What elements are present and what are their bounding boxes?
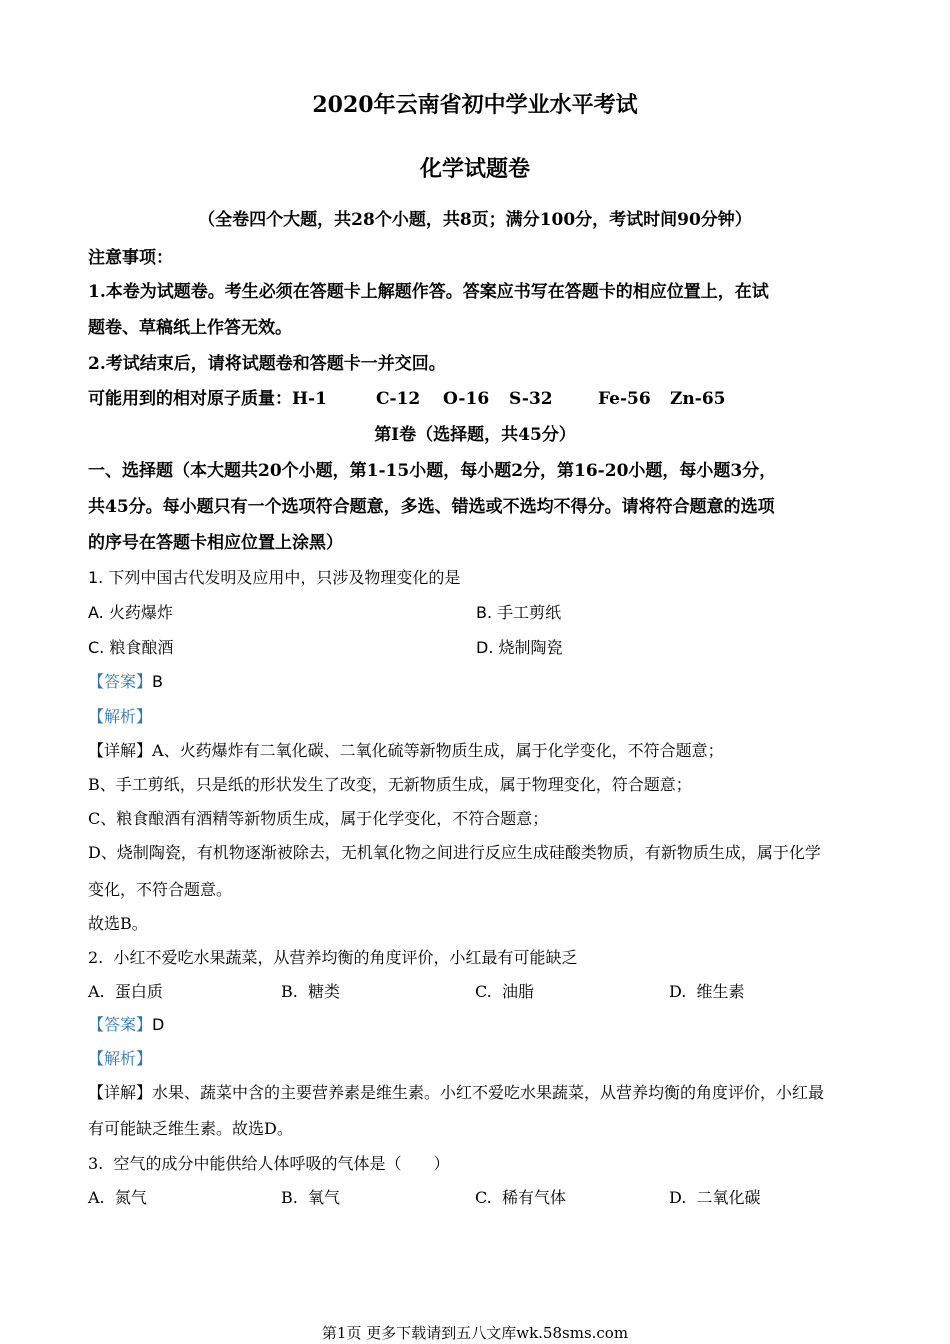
section-title: 第Ⅰ卷（选择题，共45分） bbox=[374, 425, 576, 445]
q2-option-a-text: 蛋白质 bbox=[114, 982, 163, 1001]
atomic-mass-s: S-32 bbox=[509, 389, 553, 409]
q2-option-d-text: 维生素 bbox=[696, 982, 745, 1001]
q2-option-d bbox=[669, 979, 745, 1002]
page-footer: 第1页 更多下载请到五八文库wk.58sms.com bbox=[321, 1324, 629, 1342]
q1-detail-line-2: B、手工剪纸，只是纸的形状发生了改变，无新物质生成，属于物理变化，符合题意； bbox=[88, 775, 692, 794]
q2-option-c-key: C. bbox=[475, 982, 492, 1001]
q1-option-b-key: B. bbox=[476, 603, 493, 622]
exam-info: （全卷四个大题，共28个小题，共8页；满分100分，考试时间90分钟） bbox=[198, 210, 752, 230]
q1-detail-tag: 【详解】 bbox=[88, 741, 153, 760]
notice-item-2: 2.考试结束后，请将试题卷和答题卡一并交回。 bbox=[88, 354, 446, 374]
q3-option-a bbox=[88, 1185, 147, 1208]
q1-detail-line-5: 变化，不符合题意。 bbox=[88, 880, 233, 899]
q3-option-c-text: 稀有气体 bbox=[501, 1188, 566, 1207]
atomic-mass-label: 可能用到的相对原子质量： bbox=[88, 389, 292, 409]
q3-option-a-text: 氮气 bbox=[114, 1188, 147, 1207]
q1-detail-line-4: D、烧制陶瓷，有机物逐渐被除去，无机氧化物之间进行反应生成硅酸类物质，有新物质生成，属于化学 bbox=[88, 843, 821, 862]
q2-option-c bbox=[475, 979, 534, 1002]
q1-option-a-text: 火药爆炸 bbox=[108, 603, 173, 622]
q2-detail-line-1 bbox=[88, 1080, 824, 1103]
q3-option-c-key: C. bbox=[475, 1188, 492, 1207]
atomic-mass-c: C-12 bbox=[376, 389, 421, 409]
q2-option-b-key: B. bbox=[281, 982, 298, 1001]
q1-option-b bbox=[476, 600, 561, 623]
q2-stem-text: 小红不爱吃水果蔬菜，从营养均衡的角度评价，小红最有可能缺乏 bbox=[113, 948, 578, 967]
q2-detail-line-2: 有可能缺乏维生素。故选D。 bbox=[88, 1119, 293, 1138]
q3-option-b-key: B. bbox=[281, 1188, 298, 1207]
q1-option-b-text: 手工剪纸 bbox=[497, 603, 562, 622]
q1-number: 1. bbox=[88, 568, 104, 587]
q2-option-a bbox=[88, 979, 163, 1002]
atomic-mass-line bbox=[88, 384, 725, 409]
section-instructions-line-3: 的序号在答题卡相应位置上涂黑） bbox=[88, 533, 343, 553]
exam-title: 2020年云南省初中学业水平考试 bbox=[312, 92, 638, 118]
q1-option-c-key: C. bbox=[88, 638, 105, 657]
q3-option-d-text: 二氧化碳 bbox=[696, 1188, 761, 1207]
q2-number: 2. bbox=[88, 948, 104, 967]
q1-stem-text: 下列中国古代发明及应用中，只涉及物理变化的是 bbox=[108, 568, 461, 587]
q2-option-d-key: D. bbox=[669, 982, 687, 1001]
q1-detail-line-3: C、粮食酿酒有酒精等新物质生成，属于化学变化，不符合题意； bbox=[88, 809, 549, 828]
q1-option-c bbox=[88, 635, 173, 658]
q3-number: 3. bbox=[88, 1154, 104, 1173]
notice-item-1-line-2: 题卷、草稿纸上作答无效。 bbox=[88, 318, 292, 338]
q2-answer-value: D bbox=[152, 1015, 165, 1034]
section-instructions-line-2: 共45分。每小题只有一个选项符合题意，多选、错选或不选均不得分。请将符合题意的选项 bbox=[88, 497, 775, 517]
q1-option-d-key: D. bbox=[476, 638, 494, 657]
q3-option-d-key: D. bbox=[669, 1188, 687, 1207]
q1-option-d bbox=[476, 635, 563, 658]
q1-answer-tag: 【答案】 bbox=[88, 672, 153, 691]
atomic-mass-h: H-1 bbox=[292, 389, 327, 409]
q3-option-c bbox=[475, 1185, 566, 1208]
atomic-mass-fe: Fe-56 bbox=[598, 389, 651, 409]
q1-detail-text-1: A、火药爆炸有二氧化碳、二氧化硫等新物质生成，属于化学变化，不符合题意； bbox=[152, 741, 724, 760]
exam-subtitle: 化学试题卷 bbox=[419, 156, 530, 182]
notice-item-1-line-1: 1.本卷为试题卷。考生必须在答题卡上解题作答。答案应书写在答题卡的相应位置上，在试 bbox=[88, 282, 769, 302]
atomic-mass-zn: Zn-65 bbox=[670, 389, 726, 409]
q1-conclusion: 故选B。 bbox=[88, 914, 148, 933]
q3-stem bbox=[88, 1151, 449, 1174]
q2-detail-tag: 【详解】 bbox=[88, 1083, 153, 1102]
q2-option-b-text: 糖类 bbox=[308, 982, 341, 1001]
q3-option-d bbox=[669, 1185, 761, 1208]
q1-analysis-tag: 【解析】 bbox=[88, 707, 153, 726]
q2-detail-text-1: 水果、蔬菜中含的主要营养素是维生素。小红不爱吃水果蔬菜，从营养均衡的角度评价，小红最 bbox=[152, 1083, 825, 1102]
q1-detail-line-1 bbox=[88, 738, 724, 761]
atomic-mass-o: O-16 bbox=[443, 389, 490, 409]
q2-answer-tag: 【答案】 bbox=[88, 1015, 153, 1034]
notice-heading: 注意事项： bbox=[88, 248, 173, 268]
section-instructions-line-1: 一、选择题（本大题共20个小题，第1-15小题，每小题2分，第16-20小题，每小题3分， bbox=[88, 461, 777, 481]
q2-option-c-text: 油脂 bbox=[501, 982, 534, 1001]
q3-option-b-text: 氧气 bbox=[308, 1188, 341, 1207]
q1-option-a bbox=[88, 600, 173, 623]
q2-option-b bbox=[281, 979, 340, 1002]
q3-option-b bbox=[281, 1185, 340, 1208]
q3-option-a-key: A. bbox=[88, 1188, 105, 1207]
q2-analysis-tag: 【解析】 bbox=[88, 1049, 153, 1068]
q1-stem bbox=[88, 565, 460, 588]
q1-option-c-text: 粮食酿酒 bbox=[109, 638, 174, 657]
q2-answer bbox=[88, 1012, 164, 1035]
q3-stem-text: 空气的成分中能供给人体呼吸的气体是（ ） bbox=[113, 1154, 450, 1173]
q1-answer bbox=[88, 669, 163, 692]
q1-option-a-key: A. bbox=[88, 603, 104, 622]
q1-answer-value: B bbox=[152, 672, 163, 691]
q1-option-d-text: 烧制陶瓷 bbox=[498, 638, 563, 657]
q2-stem bbox=[88, 945, 577, 968]
q2-option-a-key: A. bbox=[88, 982, 105, 1001]
